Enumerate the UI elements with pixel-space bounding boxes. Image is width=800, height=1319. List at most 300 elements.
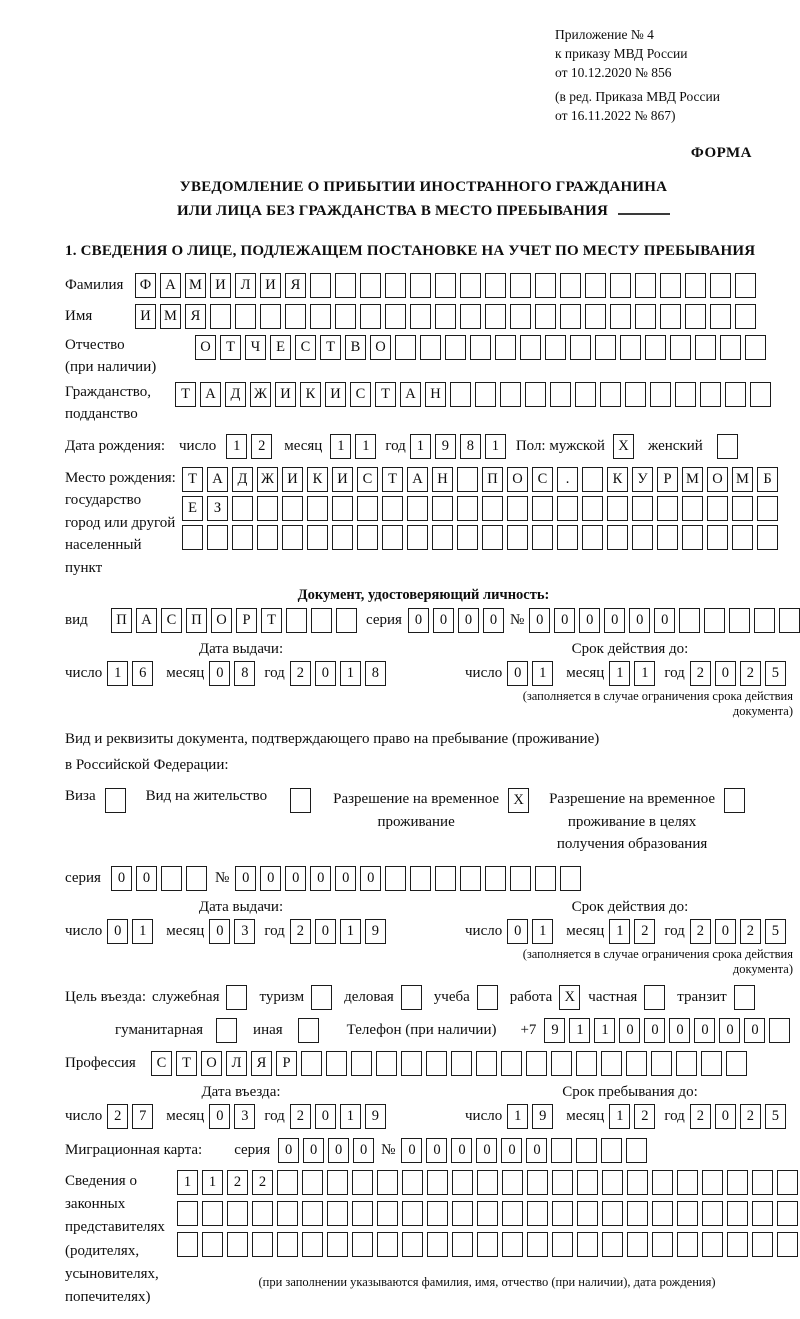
char-cell[interactable]: 0 bbox=[209, 919, 230, 944]
char-cell[interactable] bbox=[585, 304, 606, 329]
char-cell[interactable] bbox=[327, 1232, 348, 1257]
char-cell[interactable]: 0 bbox=[107, 919, 128, 944]
char-cell[interactable] bbox=[602, 1232, 623, 1257]
char-cell[interactable]: 0 bbox=[426, 1138, 447, 1163]
char-cell[interactable] bbox=[475, 382, 496, 407]
char-cell[interactable] bbox=[600, 382, 621, 407]
char-cell[interactable] bbox=[382, 525, 403, 550]
char-cell[interactable]: 0 bbox=[501, 1138, 522, 1163]
char-cell[interactable] bbox=[527, 1201, 548, 1226]
char-cell[interactable] bbox=[290, 788, 311, 813]
char-cell[interactable]: 0 bbox=[111, 866, 132, 891]
char-cell[interactable]: И bbox=[260, 273, 281, 298]
char-cell[interactable] bbox=[477, 1232, 498, 1257]
char-cell[interactable] bbox=[460, 866, 481, 891]
char-cell[interactable]: 2 bbox=[690, 661, 711, 686]
char-cell[interactable] bbox=[332, 496, 353, 521]
char-cell[interactable] bbox=[595, 335, 616, 360]
char-cell[interactable]: Л bbox=[226, 1051, 247, 1076]
char-cell[interactable]: О bbox=[370, 335, 391, 360]
char-cell[interactable]: 0 bbox=[483, 608, 504, 633]
residence-permit-checkbox[interactable] bbox=[290, 788, 311, 813]
char-cell[interactable] bbox=[510, 273, 531, 298]
char-cell[interactable] bbox=[477, 1201, 498, 1226]
char-cell[interactable]: Р bbox=[276, 1051, 297, 1076]
char-cell[interactable] bbox=[757, 525, 778, 550]
char-cell[interactable]: П bbox=[482, 467, 503, 492]
char-cell[interactable] bbox=[432, 496, 453, 521]
char-cell[interactable] bbox=[620, 335, 641, 360]
char-cell[interactable]: 9 bbox=[365, 919, 386, 944]
char-cell[interactable]: X bbox=[559, 985, 580, 1010]
char-cell[interactable]: 0 bbox=[654, 608, 675, 633]
char-cell[interactable]: 9 bbox=[532, 1104, 553, 1129]
char-cell[interactable] bbox=[385, 304, 406, 329]
char-cell[interactable] bbox=[435, 273, 456, 298]
char-cell[interactable]: Р bbox=[236, 608, 257, 633]
char-cell[interactable] bbox=[575, 382, 596, 407]
char-cell[interactable]: И bbox=[282, 467, 303, 492]
char-cell[interactable]: О bbox=[211, 608, 232, 633]
char-cell[interactable] bbox=[177, 1201, 198, 1226]
char-cell[interactable]: 2 bbox=[290, 661, 311, 686]
char-cell[interactable] bbox=[704, 608, 725, 633]
char-cell[interactable]: Л bbox=[235, 273, 256, 298]
char-cell[interactable] bbox=[734, 985, 755, 1010]
char-cell[interactable] bbox=[682, 496, 703, 521]
char-cell[interactable]: 1 bbox=[226, 434, 247, 459]
char-cell[interactable]: Т bbox=[175, 382, 196, 407]
char-cell[interactable] bbox=[210, 304, 231, 329]
char-cell[interactable] bbox=[585, 273, 606, 298]
other-checkbox[interactable] bbox=[298, 1018, 319, 1043]
char-cell[interactable] bbox=[551, 1138, 572, 1163]
char-cell[interactable] bbox=[282, 496, 303, 521]
char-cell[interactable] bbox=[457, 525, 478, 550]
char-cell[interactable] bbox=[707, 525, 728, 550]
char-cell[interactable]: С bbox=[295, 335, 316, 360]
char-cell[interactable] bbox=[557, 525, 578, 550]
char-cell[interactable]: 0 bbox=[360, 866, 381, 891]
char-cell[interactable] bbox=[577, 1201, 598, 1226]
char-cell[interactable]: И bbox=[135, 304, 156, 329]
char-cell[interactable] bbox=[677, 1170, 698, 1195]
char-cell[interactable] bbox=[186, 866, 207, 891]
char-cell[interactable]: Т bbox=[261, 608, 282, 633]
char-cell[interactable] bbox=[500, 382, 521, 407]
temp-residence-edu-checkbox[interactable] bbox=[724, 788, 745, 813]
char-cell[interactable] bbox=[182, 525, 203, 550]
char-cell[interactable] bbox=[485, 304, 506, 329]
char-cell[interactable]: 0 bbox=[669, 1018, 690, 1043]
char-cell[interactable]: 9 bbox=[435, 434, 456, 459]
char-cell[interactable]: М bbox=[732, 467, 753, 492]
char-cell[interactable] bbox=[752, 1232, 773, 1257]
char-cell[interactable] bbox=[677, 1201, 698, 1226]
char-cell[interactable] bbox=[777, 1201, 798, 1226]
char-cell[interactable]: 0 bbox=[315, 919, 336, 944]
char-cell[interactable] bbox=[702, 1170, 723, 1195]
char-cell[interactable]: 0 bbox=[408, 608, 429, 633]
char-cell[interactable] bbox=[377, 1232, 398, 1257]
char-cell[interactable] bbox=[610, 304, 631, 329]
char-cell[interactable]: П bbox=[111, 608, 132, 633]
char-cell[interactable]: У bbox=[632, 467, 653, 492]
char-cell[interactable] bbox=[717, 434, 738, 459]
char-cell[interactable] bbox=[650, 382, 671, 407]
char-cell[interactable] bbox=[526, 1051, 547, 1076]
char-cell[interactable] bbox=[507, 525, 528, 550]
char-cell[interactable]: 0 bbox=[629, 608, 650, 633]
char-cell[interactable]: 5 bbox=[765, 1104, 786, 1129]
char-cell[interactable]: 9 bbox=[544, 1018, 565, 1043]
char-cell[interactable]: 2 bbox=[690, 919, 711, 944]
char-cell[interactable] bbox=[376, 1051, 397, 1076]
char-cell[interactable] bbox=[352, 1201, 373, 1226]
char-cell[interactable] bbox=[477, 1170, 498, 1195]
char-cell[interactable] bbox=[282, 525, 303, 550]
char-cell[interactable] bbox=[302, 1201, 323, 1226]
char-cell[interactable] bbox=[177, 1232, 198, 1257]
char-cell[interactable]: 0 bbox=[260, 866, 281, 891]
char-cell[interactable]: В bbox=[345, 335, 366, 360]
char-cell[interactable] bbox=[402, 1232, 423, 1257]
char-cell[interactable] bbox=[427, 1232, 448, 1257]
char-cell[interactable] bbox=[445, 335, 466, 360]
char-cell[interactable] bbox=[352, 1232, 373, 1257]
char-cell[interactable]: 0 bbox=[278, 1138, 299, 1163]
char-cell[interactable]: Т bbox=[375, 382, 396, 407]
char-cell[interactable] bbox=[326, 1051, 347, 1076]
char-cell[interactable] bbox=[227, 1201, 248, 1226]
char-cell[interactable]: Н bbox=[432, 467, 453, 492]
char-cell[interactable] bbox=[302, 1170, 323, 1195]
char-cell[interactable]: 0 bbox=[209, 1104, 230, 1129]
char-cell[interactable]: 0 bbox=[235, 866, 256, 891]
char-cell[interactable] bbox=[402, 1170, 423, 1195]
sex-female-checkbox[interactable] bbox=[717, 434, 738, 459]
char-cell[interactable] bbox=[657, 496, 678, 521]
char-cell[interactable] bbox=[557, 496, 578, 521]
char-cell[interactable] bbox=[202, 1232, 223, 1257]
char-cell[interactable] bbox=[510, 866, 531, 891]
char-cell[interactable] bbox=[570, 335, 591, 360]
char-cell[interactable]: Т bbox=[320, 335, 341, 360]
char-cell[interactable]: 1 bbox=[609, 919, 630, 944]
char-cell[interactable] bbox=[232, 496, 253, 521]
char-cell[interactable] bbox=[410, 866, 431, 891]
char-cell[interactable]: 1 bbox=[202, 1170, 223, 1195]
char-cell[interactable] bbox=[652, 1170, 673, 1195]
char-cell[interactable] bbox=[385, 273, 406, 298]
char-cell[interactable]: 1 bbox=[609, 1104, 630, 1129]
char-cell[interactable] bbox=[685, 304, 706, 329]
business-checkbox[interactable] bbox=[226, 985, 247, 1010]
char-cell[interactable]: 0 bbox=[507, 661, 528, 686]
char-cell[interactable] bbox=[301, 1051, 322, 1076]
char-cell[interactable]: 7 bbox=[132, 1104, 153, 1129]
char-cell[interactable]: Т bbox=[182, 467, 203, 492]
char-cell[interactable]: 1 bbox=[532, 919, 553, 944]
char-cell[interactable] bbox=[701, 1051, 722, 1076]
char-cell[interactable] bbox=[660, 304, 681, 329]
char-cell[interactable] bbox=[252, 1232, 273, 1257]
char-cell[interactable]: 6 bbox=[132, 661, 153, 686]
char-cell[interactable]: X bbox=[508, 788, 529, 813]
char-cell[interactable] bbox=[729, 608, 750, 633]
char-cell[interactable]: 0 bbox=[715, 919, 736, 944]
char-cell[interactable]: 0 bbox=[476, 1138, 497, 1163]
char-cell[interactable] bbox=[702, 1201, 723, 1226]
char-cell[interactable]: 1 bbox=[177, 1170, 198, 1195]
char-cell[interactable]: А bbox=[407, 467, 428, 492]
char-cell[interactable] bbox=[382, 496, 403, 521]
char-cell[interactable] bbox=[675, 382, 696, 407]
char-cell[interactable] bbox=[720, 335, 741, 360]
char-cell[interactable] bbox=[632, 496, 653, 521]
char-cell[interactable]: 0 bbox=[458, 608, 479, 633]
char-cell[interactable] bbox=[410, 304, 431, 329]
char-cell[interactable] bbox=[601, 1138, 622, 1163]
char-cell[interactable] bbox=[451, 1051, 472, 1076]
char-cell[interactable] bbox=[745, 335, 766, 360]
char-cell[interactable]: 1 bbox=[485, 434, 506, 459]
char-cell[interactable] bbox=[735, 273, 756, 298]
char-cell[interactable]: М bbox=[160, 304, 181, 329]
char-cell[interactable] bbox=[351, 1051, 372, 1076]
char-cell[interactable] bbox=[779, 608, 800, 633]
char-cell[interactable]: К bbox=[300, 382, 321, 407]
char-cell[interactable] bbox=[577, 1170, 598, 1195]
char-cell[interactable] bbox=[627, 1170, 648, 1195]
char-cell[interactable] bbox=[216, 1018, 237, 1043]
char-cell[interactable]: А bbox=[136, 608, 157, 633]
char-cell[interactable]: 0 bbox=[136, 866, 157, 891]
char-cell[interactable] bbox=[652, 1201, 673, 1226]
work-checkbox[interactable] bbox=[559, 985, 580, 1010]
char-cell[interactable] bbox=[625, 382, 646, 407]
char-cell[interactable] bbox=[432, 525, 453, 550]
char-cell[interactable] bbox=[277, 1170, 298, 1195]
char-cell[interactable] bbox=[335, 304, 356, 329]
char-cell[interactable]: 0 bbox=[526, 1138, 547, 1163]
char-cell[interactable] bbox=[460, 304, 481, 329]
char-cell[interactable]: 5 bbox=[765, 919, 786, 944]
char-cell[interactable]: О bbox=[507, 467, 528, 492]
char-cell[interactable] bbox=[427, 1201, 448, 1226]
char-cell[interactable] bbox=[560, 866, 581, 891]
temp-residence-checkbox[interactable] bbox=[508, 788, 529, 813]
char-cell[interactable] bbox=[226, 985, 247, 1010]
title-blank-line[interactable] bbox=[618, 201, 670, 215]
char-cell[interactable] bbox=[450, 382, 471, 407]
char-cell[interactable] bbox=[252, 1201, 273, 1226]
visa-checkbox[interactable] bbox=[105, 788, 126, 813]
char-cell[interactable]: Я bbox=[251, 1051, 272, 1076]
char-cell[interactable]: А bbox=[200, 382, 221, 407]
char-cell[interactable] bbox=[385, 866, 406, 891]
char-cell[interactable] bbox=[607, 496, 628, 521]
char-cell[interactable] bbox=[277, 1232, 298, 1257]
char-cell[interactable] bbox=[754, 608, 775, 633]
char-cell[interactable] bbox=[652, 1232, 673, 1257]
char-cell[interactable] bbox=[757, 496, 778, 521]
char-cell[interactable] bbox=[651, 1051, 672, 1076]
char-cell[interactable] bbox=[452, 1232, 473, 1257]
char-cell[interactable]: И bbox=[325, 382, 346, 407]
char-cell[interactable] bbox=[685, 273, 706, 298]
char-cell[interactable]: Т bbox=[220, 335, 241, 360]
char-cell[interactable] bbox=[700, 382, 721, 407]
char-cell[interactable] bbox=[377, 1170, 398, 1195]
char-cell[interactable] bbox=[502, 1232, 523, 1257]
char-cell[interactable]: 0 bbox=[353, 1138, 374, 1163]
char-cell[interactable] bbox=[260, 304, 281, 329]
char-cell[interactable] bbox=[550, 382, 571, 407]
char-cell[interactable]: 0 bbox=[315, 1104, 336, 1129]
private-checkbox[interactable] bbox=[644, 985, 665, 1010]
char-cell[interactable]: 9 bbox=[365, 1104, 386, 1129]
char-cell[interactable]: 0 bbox=[604, 608, 625, 633]
char-cell[interactable]: 8 bbox=[460, 434, 481, 459]
char-cell[interactable]: 0 bbox=[694, 1018, 715, 1043]
char-cell[interactable] bbox=[460, 273, 481, 298]
char-cell[interactable]: 0 bbox=[579, 608, 600, 633]
char-cell[interactable] bbox=[298, 1018, 319, 1043]
char-cell[interactable]: 3 bbox=[234, 1104, 255, 1129]
char-cell[interactable] bbox=[377, 1201, 398, 1226]
char-cell[interactable] bbox=[527, 1232, 548, 1257]
char-cell[interactable] bbox=[576, 1138, 597, 1163]
char-cell[interactable]: С bbox=[161, 608, 182, 633]
char-cell[interactable]: Д bbox=[225, 382, 246, 407]
char-cell[interactable] bbox=[257, 496, 278, 521]
char-cell[interactable] bbox=[352, 1170, 373, 1195]
char-cell[interactable]: А bbox=[207, 467, 228, 492]
char-cell[interactable]: 0 bbox=[529, 608, 550, 633]
char-cell[interactable] bbox=[525, 382, 546, 407]
char-cell[interactable]: 0 bbox=[335, 866, 356, 891]
char-cell[interactable]: 0 bbox=[644, 1018, 665, 1043]
char-cell[interactable] bbox=[227, 1232, 248, 1257]
char-cell[interactable]: 2 bbox=[740, 1104, 761, 1129]
char-cell[interactable]: Е bbox=[182, 496, 203, 521]
char-cell[interactable]: 0 bbox=[433, 608, 454, 633]
char-cell[interactable] bbox=[307, 496, 328, 521]
char-cell[interactable]: 0 bbox=[285, 866, 306, 891]
char-cell[interactable]: О bbox=[707, 467, 728, 492]
char-cell[interactable]: 0 bbox=[315, 661, 336, 686]
char-cell[interactable] bbox=[552, 1232, 573, 1257]
char-cell[interactable] bbox=[485, 273, 506, 298]
char-cell[interactable] bbox=[235, 304, 256, 329]
char-cell[interactable]: 0 bbox=[715, 1104, 736, 1129]
char-cell[interactable] bbox=[535, 273, 556, 298]
char-cell[interactable]: 1 bbox=[340, 919, 361, 944]
char-cell[interactable]: 2 bbox=[740, 661, 761, 686]
char-cell[interactable] bbox=[257, 525, 278, 550]
char-cell[interactable] bbox=[470, 335, 491, 360]
char-cell[interactable]: Т bbox=[382, 467, 403, 492]
char-cell[interactable] bbox=[407, 496, 428, 521]
char-cell[interactable]: 0 bbox=[507, 919, 528, 944]
char-cell[interactable] bbox=[435, 304, 456, 329]
char-cell[interactable] bbox=[285, 304, 306, 329]
char-cell[interactable] bbox=[310, 273, 331, 298]
char-cell[interactable]: 1 bbox=[132, 919, 153, 944]
char-cell[interactable]: С bbox=[151, 1051, 172, 1076]
char-cell[interactable] bbox=[602, 1201, 623, 1226]
char-cell[interactable] bbox=[401, 1051, 422, 1076]
char-cell[interactable]: 2 bbox=[251, 434, 272, 459]
char-cell[interactable] bbox=[627, 1201, 648, 1226]
char-cell[interactable] bbox=[482, 496, 503, 521]
char-cell[interactable] bbox=[602, 1170, 623, 1195]
char-cell[interactable]: Е bbox=[270, 335, 291, 360]
char-cell[interactable] bbox=[232, 525, 253, 550]
char-cell[interactable] bbox=[311, 608, 332, 633]
char-cell[interactable]: 8 bbox=[234, 661, 255, 686]
char-cell[interactable] bbox=[582, 467, 603, 492]
char-cell[interactable] bbox=[105, 788, 126, 813]
char-cell[interactable] bbox=[732, 496, 753, 521]
char-cell[interactable] bbox=[727, 1232, 748, 1257]
char-cell[interactable] bbox=[777, 1232, 798, 1257]
char-cell[interactable] bbox=[735, 304, 756, 329]
humanitarian-checkbox[interactable] bbox=[216, 1018, 237, 1043]
char-cell[interactable] bbox=[435, 866, 456, 891]
char-cell[interactable] bbox=[510, 304, 531, 329]
char-cell[interactable]: 0 bbox=[451, 1138, 472, 1163]
char-cell[interactable] bbox=[535, 304, 556, 329]
char-cell[interactable]: 1 bbox=[107, 661, 128, 686]
char-cell[interactable] bbox=[601, 1051, 622, 1076]
char-cell[interactable]: 2 bbox=[252, 1170, 273, 1195]
char-cell[interactable] bbox=[457, 467, 478, 492]
char-cell[interactable]: 3 bbox=[234, 919, 255, 944]
char-cell[interactable] bbox=[502, 1170, 523, 1195]
char-cell[interactable] bbox=[627, 1232, 648, 1257]
char-cell[interactable]: З bbox=[207, 496, 228, 521]
char-cell[interactable]: Д bbox=[232, 467, 253, 492]
char-cell[interactable] bbox=[726, 1051, 747, 1076]
commercial-checkbox[interactable] bbox=[401, 985, 422, 1010]
char-cell[interactable]: О bbox=[201, 1051, 222, 1076]
char-cell[interactable]: 0 bbox=[401, 1138, 422, 1163]
char-cell[interactable]: М bbox=[682, 467, 703, 492]
char-cell[interactable]: 2 bbox=[740, 919, 761, 944]
char-cell[interactable]: Н bbox=[425, 382, 446, 407]
char-cell[interactable] bbox=[507, 496, 528, 521]
char-cell[interactable] bbox=[335, 273, 356, 298]
char-cell[interactable] bbox=[277, 1201, 298, 1226]
char-cell[interactable]: 1 bbox=[355, 434, 376, 459]
tourism-checkbox[interactable] bbox=[311, 985, 332, 1010]
char-cell[interactable] bbox=[577, 1232, 598, 1257]
char-cell[interactable]: X bbox=[613, 434, 634, 459]
char-cell[interactable] bbox=[644, 985, 665, 1010]
char-cell[interactable] bbox=[626, 1138, 647, 1163]
char-cell[interactable]: 1 bbox=[410, 434, 431, 459]
char-cell[interactable]: 2 bbox=[290, 1104, 311, 1129]
char-cell[interactable] bbox=[476, 1051, 497, 1076]
char-cell[interactable] bbox=[551, 1051, 572, 1076]
char-cell[interactable]: . bbox=[557, 467, 578, 492]
char-cell[interactable]: 0 bbox=[303, 1138, 324, 1163]
char-cell[interactable] bbox=[695, 335, 716, 360]
char-cell[interactable] bbox=[286, 608, 307, 633]
char-cell[interactable]: Ф bbox=[135, 273, 156, 298]
